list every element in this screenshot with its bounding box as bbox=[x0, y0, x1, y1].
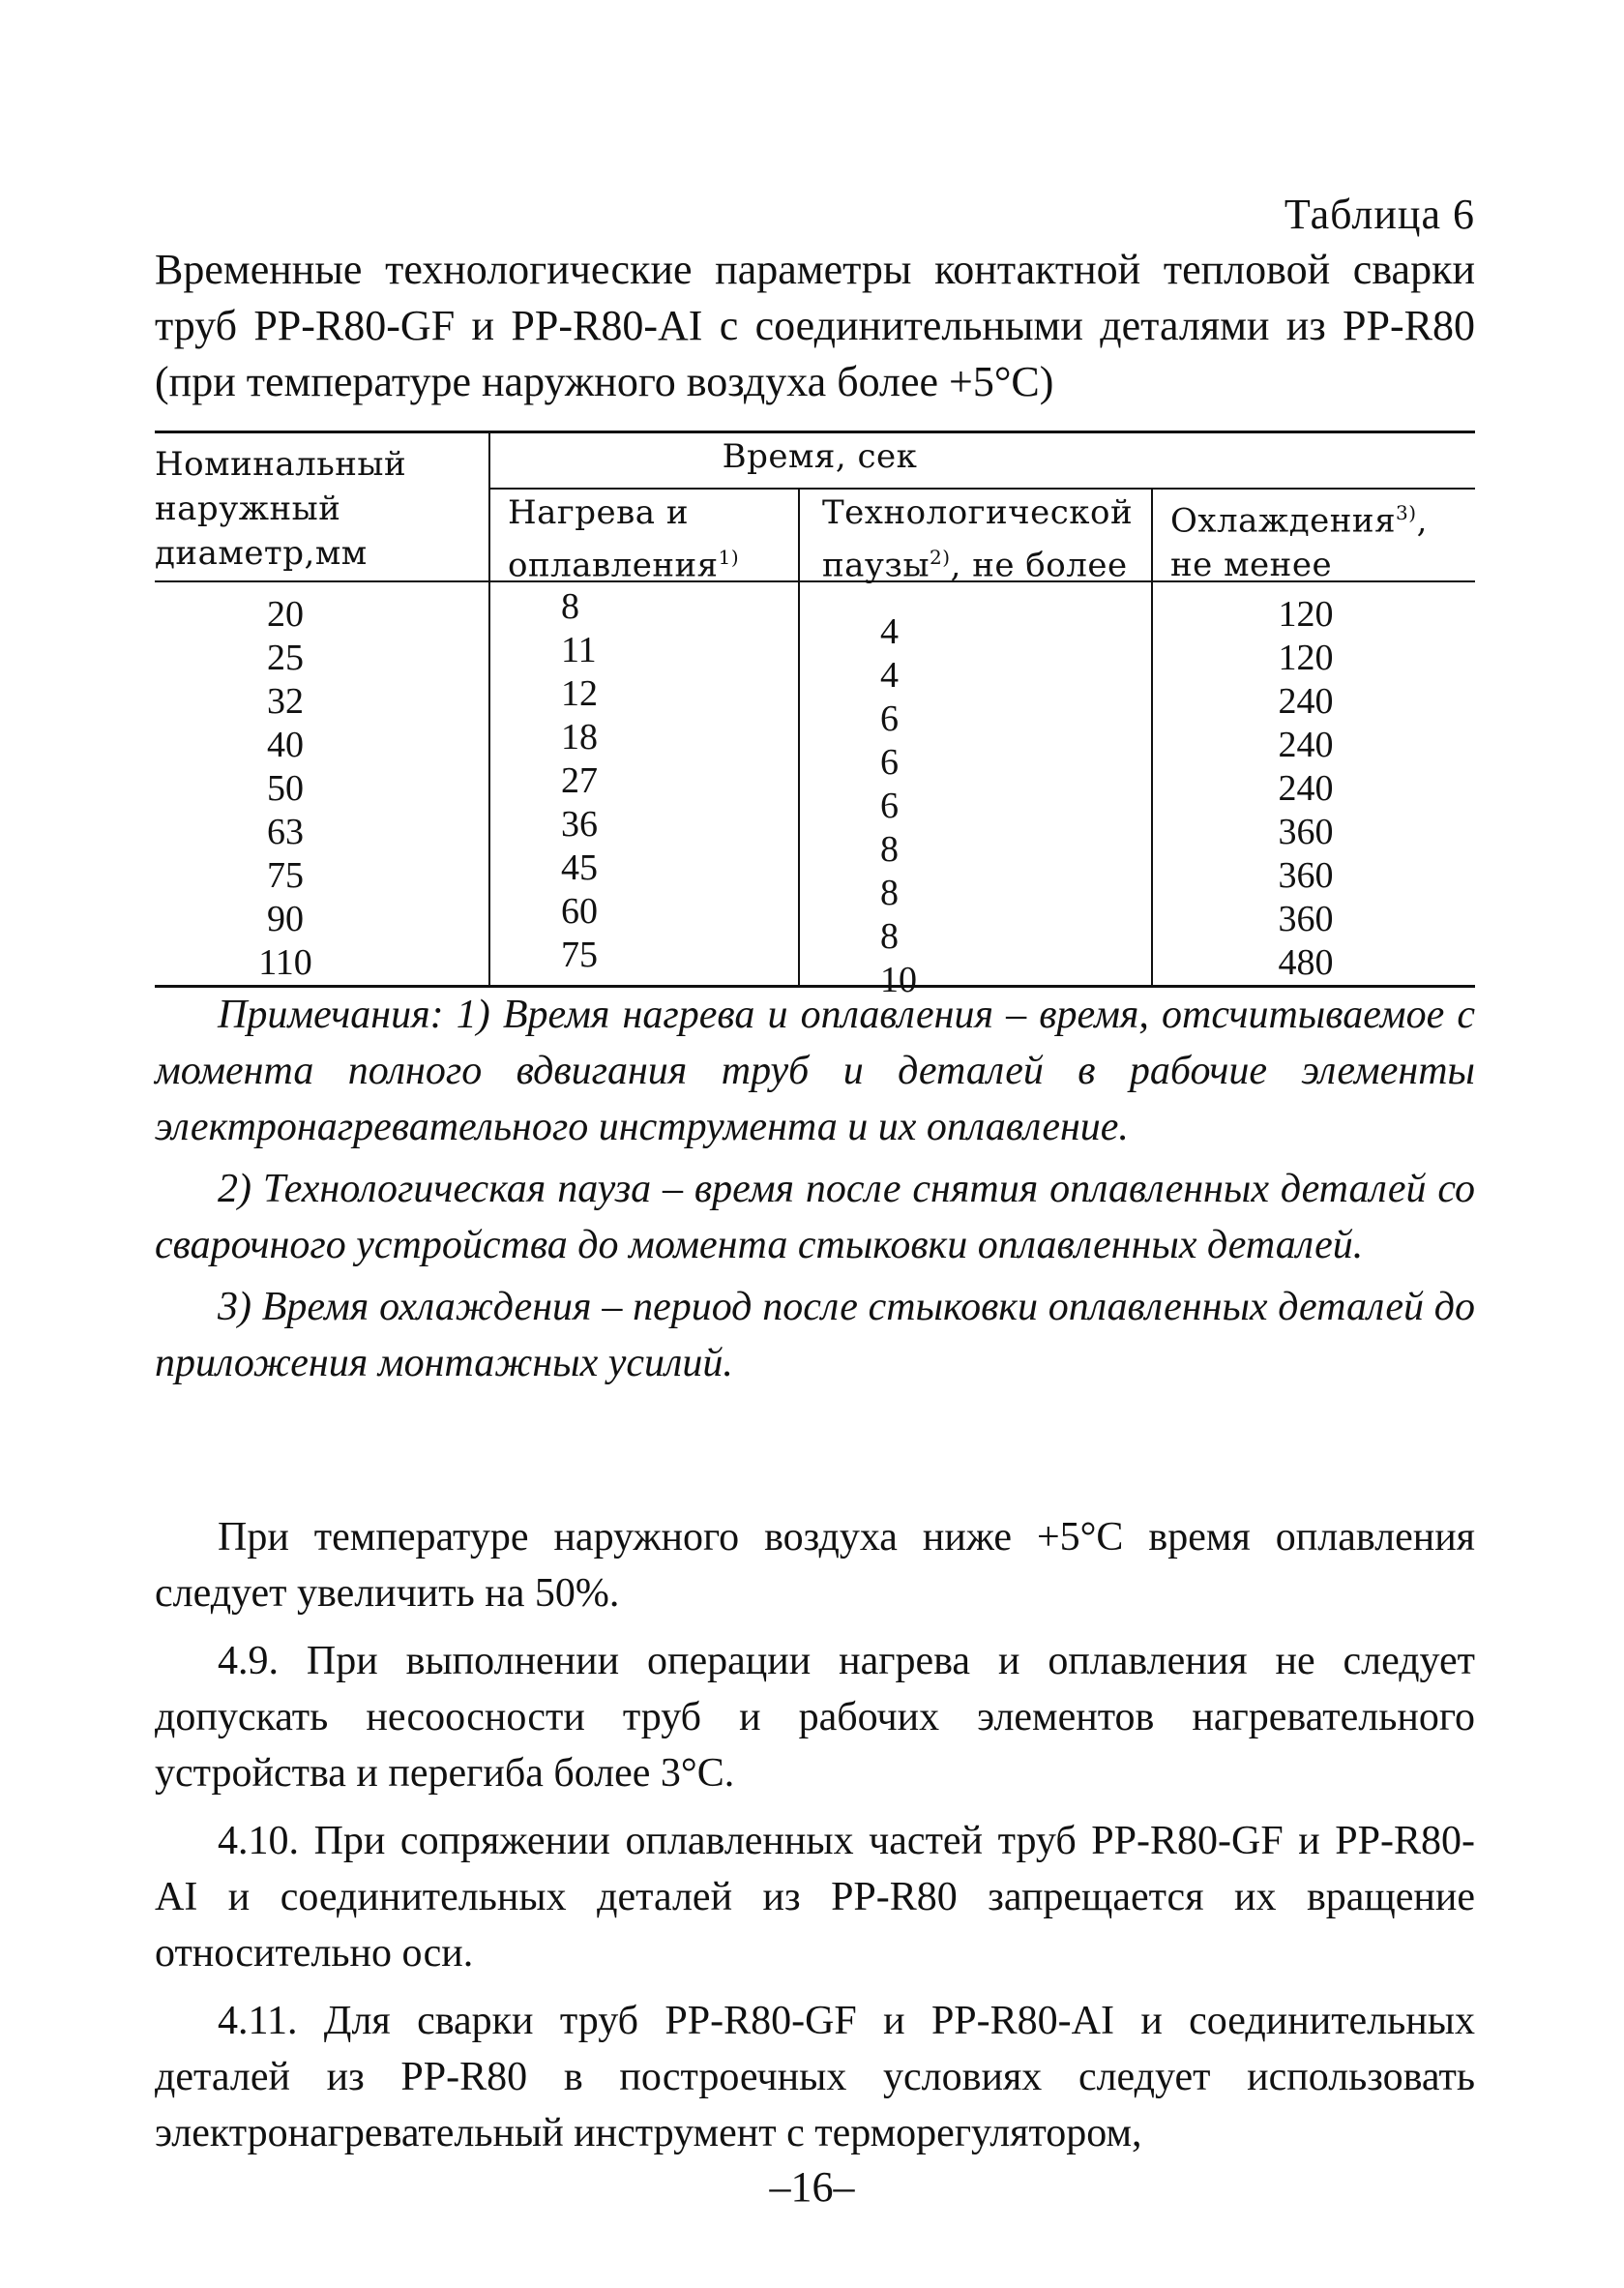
table-cell: 240 bbox=[1278, 725, 1334, 765]
table-cell: 50 bbox=[267, 768, 304, 809]
table-cell: 40 bbox=[267, 725, 304, 765]
table-cell: 25 bbox=[267, 638, 304, 678]
table-cell: 20 bbox=[267, 594, 304, 635]
table-label: Таблица 6 bbox=[1284, 191, 1475, 238]
table-cell: 60 bbox=[561, 891, 598, 932]
table-cell: 240 bbox=[1278, 681, 1334, 722]
table-notes bbox=[155, 987, 1475, 1397]
table-cell: 6 bbox=[880, 786, 899, 826]
table-cell: 360 bbox=[1278, 812, 1334, 852]
table-top-rule bbox=[155, 431, 1475, 433]
page-number: –16– bbox=[769, 2163, 855, 2211]
table-cell: 12 bbox=[561, 673, 598, 714]
time-group-rule bbox=[488, 488, 1475, 490]
table-cell: 6 bbox=[880, 698, 899, 739]
table-cell: 90 bbox=[267, 899, 304, 939]
header-diameter: Номинальный наружный диаметр,мм bbox=[155, 445, 407, 573]
body-text bbox=[155, 1509, 1475, 2173]
column-pause bbox=[880, 610, 917, 1002]
column-cooling bbox=[1267, 593, 1344, 985]
note-3: 3) Время охлаждения – период после стыковки оплавленных деталей до приложения монтажных усилий. bbox=[155, 1285, 1475, 1385]
table-cell: 240 bbox=[1278, 768, 1334, 809]
col-divider-2 bbox=[798, 488, 800, 988]
note-1: Примечания: 1) Время нагрева и оплавления – время, отсчитываемое с момента полного вдвигания труб и деталей в рабочие элементы электронагревательного инструмента и их оплавление. bbox=[155, 993, 1475, 1149]
parameters-table bbox=[155, 431, 1475, 1000]
note-2: 2) Технологическая пауза – время после снятия оплавленных деталей со сварочного устройства до момента стыковки оплавленных деталей. bbox=[155, 1167, 1475, 1267]
column-heating bbox=[561, 585, 598, 977]
table-cell: 18 bbox=[561, 717, 598, 758]
table-cell: 75 bbox=[561, 935, 598, 975]
table-cell: 110 bbox=[258, 942, 312, 983]
table-cell: 360 bbox=[1278, 855, 1334, 896]
header-cooling: Охлаждения$^{3)}$, не менее bbox=[1170, 501, 1428, 585]
header-time-group: Время, сек bbox=[722, 437, 918, 476]
table-cell: 8 bbox=[880, 829, 899, 870]
table-cell: 8 bbox=[880, 873, 899, 913]
col-divider-3 bbox=[1151, 488, 1153, 988]
table-cell: 480 bbox=[1278, 942, 1334, 983]
col-divider-1 bbox=[488, 431, 490, 988]
header-pause: Технологической паузы$^{2)}$, не более bbox=[822, 493, 1134, 585]
table-cell: 10 bbox=[880, 960, 917, 1000]
paragraph: 4.9. При выполнении операции нагрева и оплавления не следует допускать несоосности труб и рабочих элементов нагревательного устройства и перегиба более 3°С. bbox=[155, 1639, 1475, 1796]
paragraph: 4.11. Для сварки труб PP-R80-GF и PP-R80-AI и соединительных деталей из PP-R80 в построечных условиях следует использовать электронагревательный инструмент с терморегулятором, bbox=[155, 1999, 1475, 2155]
table-cell: 120 bbox=[1278, 638, 1334, 678]
table-cell: 8 bbox=[561, 586, 579, 627]
table-cell: 360 bbox=[1278, 899, 1334, 939]
table-cell: 45 bbox=[561, 847, 598, 888]
table-cell: 6 bbox=[880, 742, 899, 783]
table-cell: 11 bbox=[561, 630, 597, 670]
paragraph: 4.10. При сопряжении оплавленных частей труб PP-R80-GF и PP-R80-AI и соединительных деталей из PP-R80 запрещается их вращение относительно оси. bbox=[155, 1819, 1475, 1976]
table-cell: 27 bbox=[561, 760, 598, 801]
table-cell: 4 bbox=[880, 655, 899, 696]
table-cell: 36 bbox=[561, 804, 598, 845]
table-cell: 8 bbox=[880, 916, 899, 957]
table-cell: 120 bbox=[1278, 594, 1334, 635]
paragraph: При температуре наружного воздуха ниже +5°С время оплавления следует увеличить на 50%. bbox=[155, 1515, 1475, 1616]
table-cell: 63 bbox=[267, 812, 304, 852]
table-cell: 4 bbox=[880, 611, 899, 652]
header-heating: Нагрева и оплавления$^{1)}$ bbox=[508, 493, 740, 585]
column-diameter bbox=[251, 593, 319, 985]
table-cell: 75 bbox=[267, 855, 304, 896]
table-caption: Временные технологические параметры контактной тепловой сварки труб PP-R80-GF и PP-R80-AI с соединительными деталями из PP-R80 (при температуре наружного воздуха более +5°С) bbox=[155, 246, 1475, 405]
table-cell: 32 bbox=[267, 681, 304, 722]
